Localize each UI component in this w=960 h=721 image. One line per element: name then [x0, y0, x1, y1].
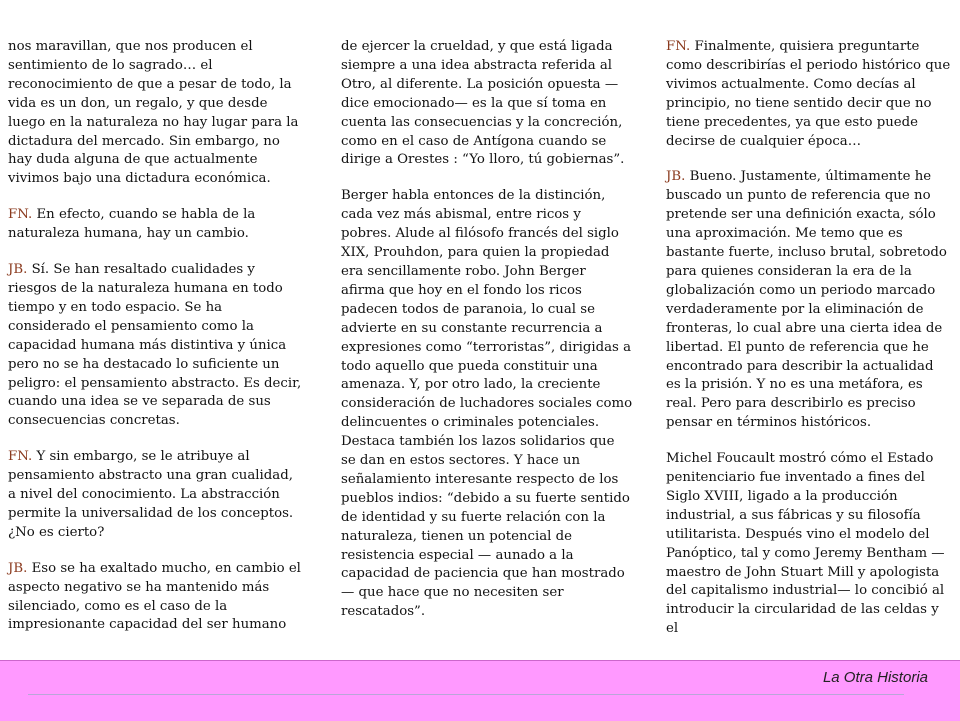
- paragraph: [8, 206, 303, 244]
- paragraph: [666, 38, 951, 151]
- paragraph: [8, 448, 303, 543]
- paragraph-text: Finalmente, quisiera preguntarte como describirías el periodo histórico que vivimos actualmente. Como decías al principio, no tiene sentido decir que no tiene precedentes, ya que esto puede decirse de cualquier época…: [666, 39, 951, 149]
- paragraph: [8, 261, 303, 431]
- paragraph: [666, 450, 951, 639]
- speaker-tag: FN.: [8, 449, 33, 465]
- paragraph: [341, 38, 633, 170]
- text-column-1: [8, 38, 303, 652]
- footer-title: La Otra Historia: [822, 669, 928, 686]
- paragraph-text: Sí. Se han resaltado cualidades y riesgos de la naturaleza humana en todo tiempo y en todo espacio. Se ha considerado el pensamiento como la capacidad humana más distintiva y única pero no se ha destacado lo suficiente un peligro: el pensamiento abstracto. Es decir, cuando una idea se ve separada de sus consecuencias concretas.: [8, 262, 302, 429]
- speaker-tag: JB.: [666, 169, 686, 185]
- paragraph-text: de ejercer la crueldad, y que está ligada siempre a una idea abstracta referida al Otro, al diferente. La posición opuesta — dice emocionado— es la que sí toma en cuenta las consecuencias y la concreción, como en el caso de Antígona cuando se dirige a Orestes : “Yo lloro, tú gobiernas”.: [341, 39, 625, 168]
- footer-divider: [28, 694, 904, 695]
- paragraph-text: Michel Foucault mostró cómo el Estado penitenciario fue inventado a fines del Siglo XVIII, ligado a la producción industrial, a sus fábricas y su filosofía utilitarista. Después vino el modelo del Panóptico, tal y como Jeremy Bentham — maestro de John Stuart Mill y apologista del capitalismo industrial— lo concibió al introducir la circularidad de las celdas y el: [666, 451, 945, 637]
- paragraph-text: Berger habla entonces de la distinción, cada vez más abismal, entre ricos y pobres. Alude al filósofo francés del siglo XIX, Prouhdon, para quien la propiedad era sencillamente robo. John Berger afirma que hoy en el fondo los ricos padecen todos de paranoia, lo cual se advierte en su constante recurrencia a expresiones como “terroristas”, dirigidas a todo aquello que pueda constituir una amenaza. Y, por otro lado, la creciente consideración de luchadores sociales como delincuentes o criminales potenciales. Destaca también los lazos solidarios que se dan en estos sectores. Y hace un señalamiento interesante respecto de los pueblos indios: “debido a su fuerte sentido de identidad y su fuerte relación con la naturaleza, tienen un potencial de resistencia especial — aunado a la capacidad de paciencia que han mostrado— que hace que no necesiten ser rescatados”.: [341, 188, 633, 620]
- paragraph: [341, 187, 633, 622]
- paragraph-text: Eso se ha exaltado mucho, en cambio el aspecto negativo se ha mantenido más silenciado, como es el caso de la impresionante capacidad del ser humano: [8, 560, 301, 633]
- speaker-tag: FN.: [666, 39, 691, 54]
- paragraph-text: Y sin embargo, se le atribuye al pensamiento abstracto una gran cualidad, a nivel del conocimiento. La abstracción permite la universalidad de los conceptos. ¿No es cierto?: [8, 449, 294, 540]
- footer-bar: [0, 660, 960, 721]
- speaker-tag: JB.: [8, 262, 28, 278]
- speaker-tag: FN.: [8, 207, 33, 223]
- text-column-3: [666, 38, 951, 656]
- speaker-tag: JB.: [8, 560, 28, 576]
- paragraph-text: En efecto, cuando se habla de la naturaleza humana, hay un cambio.: [8, 207, 256, 242]
- paragraph-text: Bueno. Justamente, últimamente he buscado un punto de referencia que no pretende ser una definición exacta, sólo una aproximación. Me temo que es bastante fuerte, incluso brutal, sobretodo para quienes consideran la era de la globalización como un periodo marcado verdaderamente por la eliminación de fronteras, lo cual abre una cierta idea de libertad. El punto de referencia que he encontrado para describir la actualidad es la prisión. Y no es una metáfora, es real. Pero para describirlo es preciso pensar en términos históricos.: [666, 169, 947, 431]
- paragraph: [666, 168, 951, 433]
- paragraph: [8, 560, 303, 636]
- paragraph: [8, 38, 303, 189]
- paragraph-text: nos maravillan, que nos producen el sentimiento de lo sagrado… el reconocimiento de que a pesar de todo, la vida es un don, un regalo, y que desde luego en la naturaleza no hay lugar para la dictadura del mercado. Sin embargo, no hay duda alguna de que actualmente vivimos bajo una dictadura económica.: [8, 39, 299, 187]
- text-column-2: [341, 38, 633, 639]
